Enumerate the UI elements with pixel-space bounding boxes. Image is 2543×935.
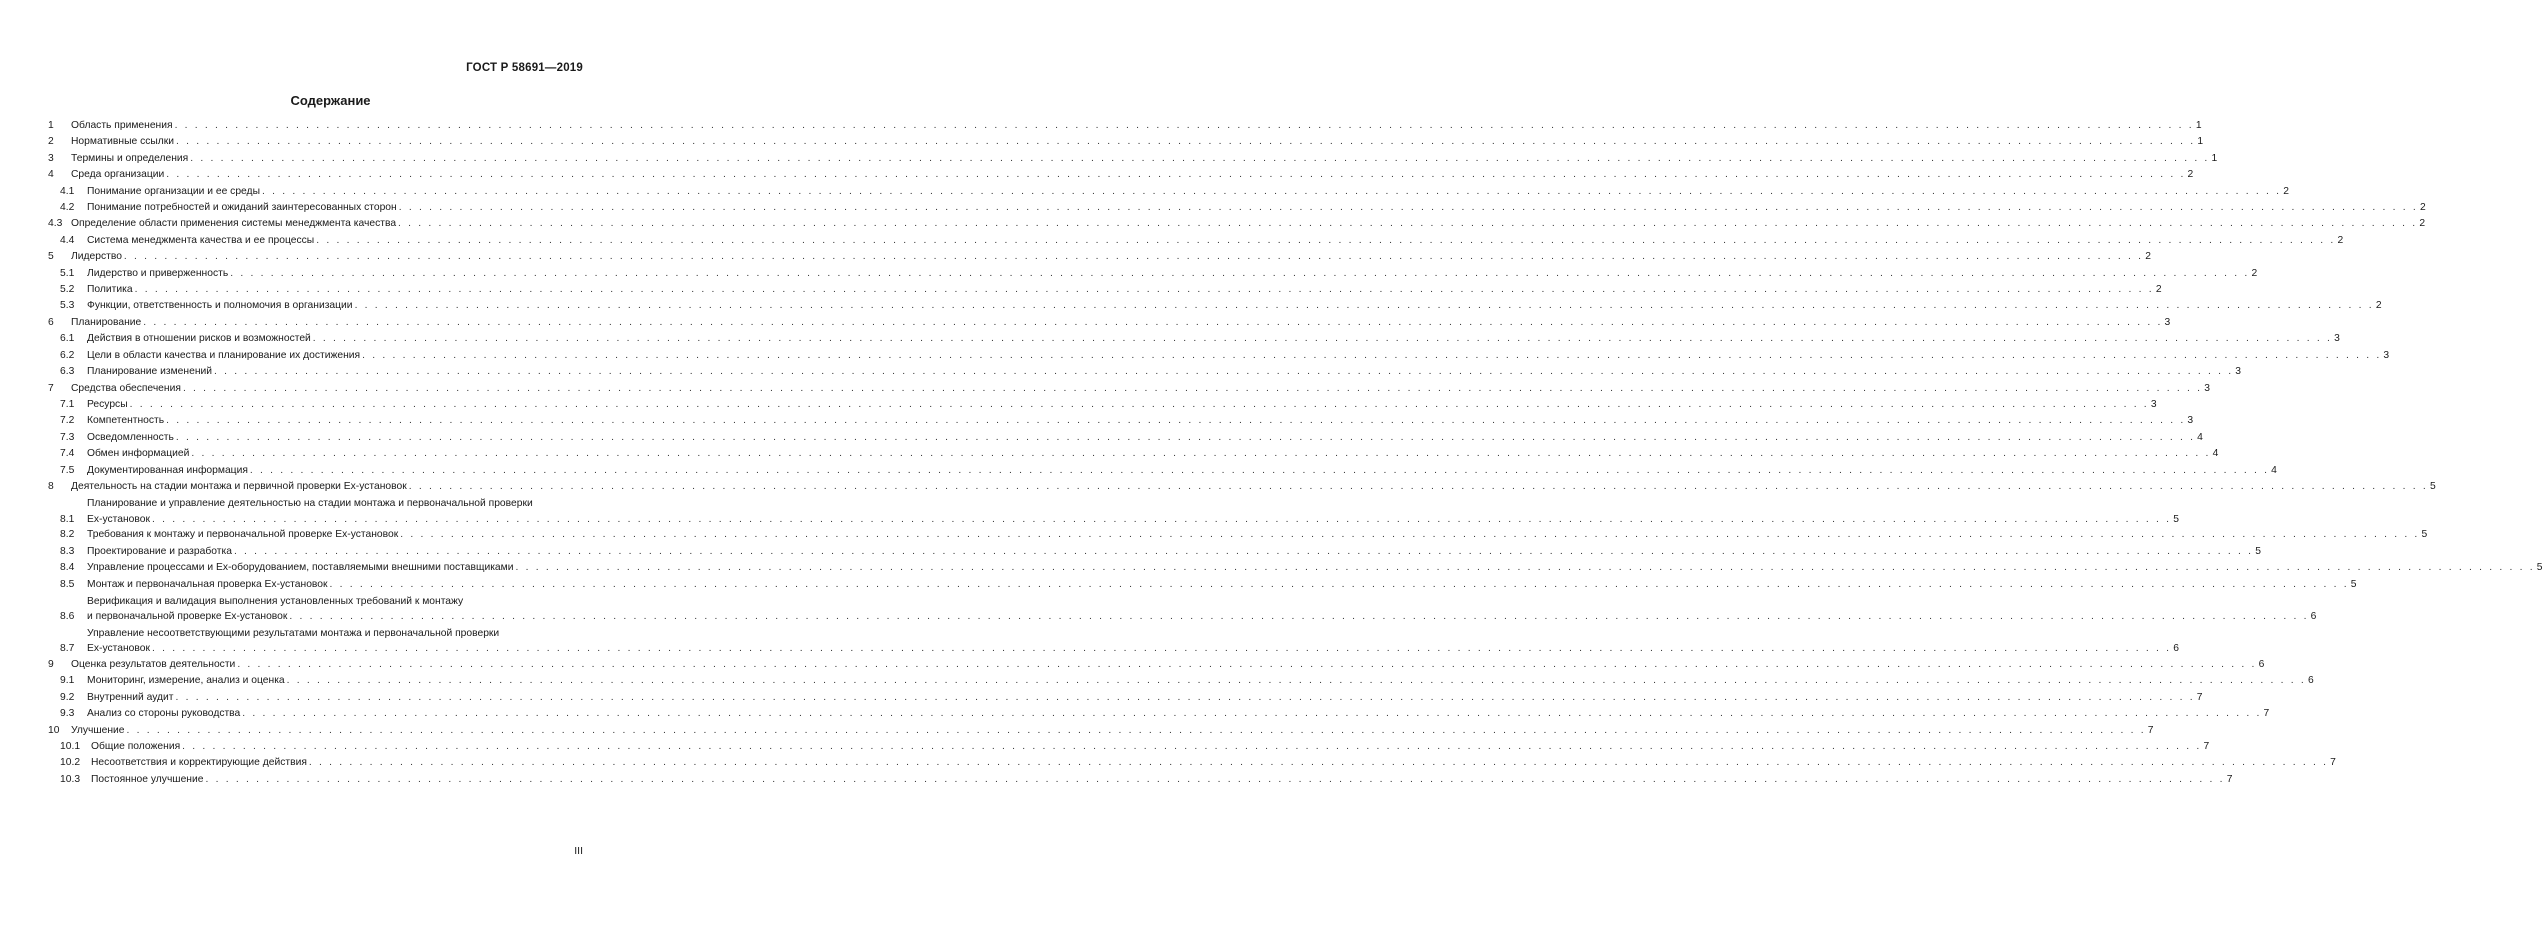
toc-entry[interactable] [48,216,2426,232]
toc-entry-label: Понимание потребностей и ожиданий заинтересованных сторон [87,202,397,214]
toc-entry[interactable] [48,772,2233,788]
toc-entry-label: Анализ со стороны руководства [87,708,241,720]
page-number: III [574,845,583,857]
toc-entry-number: 6 [48,316,54,328]
dot-leader: . . . . . . . . . . . . . . . . . . . . . . . . . . . . . . . . . . . . . . . . . . . . . . . . . . . . . . . . . . . . . . . . . . . . . . . . . . . . . . . . . . . . . . . . . . . . . . . . . . . . . . . . . . . . . . . . . . . . . . . . . . . . . . . . . . . . . . . . . . . . . . . . . . . . . . . . . . . . . . . . . . . . . . . . . . . . . . . . . . . . . . . . . . . . . . . . . . . . . . . . [400,529,2420,541]
toc-entry[interactable] [48,315,2171,331]
toc-entry[interactable] [48,657,2265,673]
toc-entry-number: 3 [48,152,54,164]
dot-leader: . . . . . . . . . . . . . . . . . . . . . . . . . . . . . . . . . . . . . . . . . . . . . . . . . . . . . . . . . . . . . . . . . . . . . . . . . . . . . . . . . . . . . . . . . . . . . . . . . . . . . . . . . . . . . . . . . . . . . . . . . . . . . . . . . . . . . . . . . . . . . . . . . . . . . . . . . . . . . . . . . . . . . . . . . . . . . . . . . . . . . . . . . . . . . . . . . . . . . . . . [134,284,2154,296]
toc-entry-number: 4.2 [60,202,75,214]
toc-entry[interactable] [48,364,2242,380]
toc-entry-page: 2 [2251,267,2258,279]
toc-entry-label: Планирование и управление деятельностью на стадии монтажа и первоначальной проверки [87,498,533,510]
table-of-contents [48,118,2543,788]
dot-leader: . . . . . . . . . . . . . . . . . . . . . . . . . . . . . . . . . . . . . . . . . . . . . . . . . . . . . . . . . . . . . . . . . . . . . . . . . . . . . . . . . . . . . . . . . . . . . . . . . . . . . . . . . . . . . . . . . . . . . . . . . . . . . . . . . . . . . . . . . . . . . . . . . . . . . . . . . . . . . . . . . . . . . . . . . . . . . . . . . . . . . . . . . . . . . . . . . . . . . . . . [233,545,2254,557]
toc-entry-page: 6 [2307,675,2314,687]
toc-entry-number: 10 [48,724,60,736]
toc-entry-number: 8.1 [60,513,75,525]
toc-entry-page: 2 [2145,251,2151,263]
toc-entry-page: 2 [2155,284,2162,296]
toc-entry-label: Ресурсы [87,398,128,410]
toc-entry-page: 4 [2212,448,2219,460]
toc-entry-label: Монтаж и первоначальная проверка Ex-установок [87,578,328,590]
toc-entry-page: 7 [2196,691,2203,703]
toc-entry-number: 5.2 [60,284,75,296]
toc-entry-label: Осведомленность [87,431,174,443]
toc-entry-number: 10.1 [60,741,81,752]
dot-leader: . . . . . . . . . . . . . . . . . . . . . . . . . . . . . . . . . . . . . . . . . . . . . . . . . . . . . . . . . . . . . . . . . . . . . . . . . . . . . . . . . . . . . . . . . . . . . . . . . . . . . . . . . . . . . . . . . . . . . . . . . . . . . . . . . . . . . . . . . . . . . . . . . . . . . . . . . . . . . . . . . . . . . . . . . . . . . . . . . . . . . . . . . . . . . . . . . . . . . . . . [182,382,2203,394]
toc-entry-page: 3 [2334,333,2340,345]
toc-entry[interactable] [48,560,2543,576]
toc-entry[interactable] [48,413,2194,429]
toc-entry[interactable] [48,266,2258,282]
toc-entry[interactable] [48,397,2157,413]
dot-leader: . . . . . . . . . . . . . . . . . . . . . . . . . . . . . . . . . . . . . . . . . . . . . . . . . . . . . . . . . . . . . . . . . . . . . . . . . . . . . . . . . . . . . . . . . . . . . . . . . . . . . . . . . . . . . . . . . . . . . . . . . . . . . . . . . . . . . . . . . . . . . . . . . . . . . . . . . . . . . . . . . . . . . . . . . . . . . . . . . . . . . . . . . . . . . . . . . . . . . . . . [191,448,2211,460]
dot-leader: . . . . . . . . . . . . . . . . . . . . . . . . . . . . . . . . . . . . . . . . . . . . . . . . . . . . . . . . . . . . . . . . . . . . . . . . . . . . . . . . . . . . . . . . . . . . . . . . . . . . . . . . . . . . . . . . . . . . . . . . . . . . . . . . . . . . . . . . . . . . . . . . . . . . . . . . . . . . . . . . . . . . . . . . . . . . . . . . . . . . . . . . . . . . . . . . . . . . . . . . [289,611,2309,623]
dot-leader: . . . . . . . . . . . . . . . . . . . . . . . . . . . . . . . . . . . . . . . . . . . . . . . . . . . . . . . . . . . . . . . . . . . . . . . . . . . . . . . . . . . . . . . . . . . . . . . . . . . . . . . . . . . . . . . . . . . . . . . . . . . . . . . . . . . . . . . . . . . . . . . . . . . . . . . . . . . . . . . . . . . . . . . . . . . . . . . . . . . . . . . . . . . . . . . . . . . . . . . . [261,185,2282,197]
toc-entry-page: 1 [2211,152,2218,164]
toc-entry-label: Политика [87,284,133,296]
toc-entry[interactable] [48,249,2151,265]
dot-leader: . . . . . . . . . . . . . . . . . . . . . . . . . . . . . . . . . . . . . . . . . . . . . . . . . . . . . . . . . . . . . . . . . . . . . . . . . . . . . . . . . . . . . . . . . . . . . . . . . . . . . . . . . . . . . . . . . . . . . . . . . . . . . . . . . . . . . . . . . . . . . . . . . . . . . . . . . . . . . . . . . . . . . . . . . . . . . . . . . . . . . . . . . . . . . . . . . . . . . . . . [515,562,2535,574]
toc-entry-page: 3 [2235,366,2242,378]
toc-entry-number: 5 [48,251,54,263]
toc-entry[interactable] [48,577,2357,593]
toc-entry-number: 6.2 [60,349,75,361]
toc-entry-label: Проектирование и разработка [87,545,232,557]
toc-entry-label: Среда организации [71,169,165,181]
dot-leader: . . . . . . . . . . . . . . . . . . . . . . . . . . . . . . . . . . . . . . . . . . . . . . . . . . . . . . . . . . . . . . . . . . . . . . . . . . . . . . . . . . . . . . . . . . . . . . . . . . . . . . . . . . . . . . . . . . . . . . . . . . . . . . . . . . . . . . . . . . . . . . . . . . . . . . . . . . . . . . . . . . . . . . . . . . . . . . . . . . . . . . . . . . . . . . . . . . . . . . . . [398,202,2418,214]
dot-leader: . . . . . . . . . . . . . . . . . . . . . . . . . . . . . . . . . . . . . . . . . . . . . . . . . . . . . . . . . . . . . . . . . . . . . . . . . . . . . . . . . . . . . . . . . . . . . . . . . . . . . . . . . . . . . . . . . . . . . . . . . . . . . . . . . . . . . . . . . . . . . . . . . . . . . . . . . . . . . . . . . . . . . . . . . . . . . . . . . . . . . . . . . . . . . . . . . . . . . . . . [166,169,2186,181]
dot-leader: . . . . . . . . . . . . . . . . . . . . . . . . . . . . . . . . . . . . . . . . . . . . . . . . . . . . . . . . . . . . . . . . . . . . . . . . . . . . . . . . . . . . . . . . . . . . . . . . . . . . . . . . . . . . . . . . . . . . . . . . . . . . . . . . . . . . . . . . . . . . . . . . . . . . . . . . . . . . . . . . . . . . . . . . . . . . . . . . . . . . . . . . . . . . . . . . . . . . . . . . [176,136,2196,148]
dot-leader: . . . . . . . . . . . . . . . . . . . . . . . . . . . . . . . . . . . . . . . . . . . . . . . . . . . . . . . . . . . . . . . . . . . . . . . . . . . . . . . . . . . . . . . . . . . . . . . . . . . . . . . . . . . . . . . . . . . . . . . . . . . . . . . . . . . . . . . . . . . . . . . . . . . . . . . . . . . . . . . . . . . . . . . . . . . . . . . . . . . . . . . . . . . . . . . . . . . . . . . . [308,757,2329,769]
toc-entry-page: 3 [2204,382,2210,394]
toc-entry[interactable] [48,755,2336,771]
toc-entry-label: Ex-установок [87,513,150,525]
toc-entry-label: Внутренний аудит [87,691,174,703]
toc-entry[interactable] [48,134,2204,150]
toc-entry-page: 3 [2164,316,2171,328]
toc-entry-label: Средства обеспечения [71,382,181,394]
toc-entry-number: 8 [48,480,54,492]
dot-leader: . . . . . . . . . . . . . . . . . . . . . . . . . . . . . . . . . . . . . . . . . . . . . . . . . . . . . . . . . . . . . . . . . . . . . . . . . . . . . . . . . . . . . . . . . . . . . . . . . . . . . . . . . . . . . . . . . . . . . . . . . . . . . . . . . . . . . . . . . . . . . . . . . . . . . . . . . . . . . . . . . . . . . . . . . . . . . . . . . . . . . . . . . . . . . . . . . . . . . . . . [166,415,2186,427]
toc-entry[interactable] [48,200,2426,216]
toc-entry-number: 10.2 [60,757,81,769]
toc-entry-label: Постоянное улучшение [91,773,204,785]
toc-entry[interactable] [48,184,2289,200]
toc-entry[interactable] [48,544,2261,560]
toc-entry-page: 2 [2283,185,2289,197]
toc-entry-number: 8.2 [60,529,75,541]
toc-entry-page: 5 [2255,545,2261,557]
dot-leader: . . . . . . . . . . . . . . . . . . . . . . . . . . . . . . . . . . . . . . . . . . . . . . . . . . . . . . . . . . . . . . . . . . . . . . . . . . . . . . . . . . . . . . . . . . . . . . . . . . . . . . . . . . . . . . . . . . . . . . . . . . . . . . . . . . . . . . . . . . . . . . . . . . . . . . . . . . . . . . . . . . . . . . . . . . . . . . . . . . . . . . . . . . . . . . . . . . . . . . . . [129,398,2149,410]
toc-entry-label: Несоответствия и корректирующие действия [91,757,307,769]
toc-entry[interactable] [48,446,2219,462]
dot-leader: . . . . . . . . . . . . . . . . . . . . . . . . . . . . . . . . . . . . . . . . . . . . . . . . . . . . . . . . . . . . . . . . . . . . . . . . . . . . . . . . . . . . . . . . . . . . . . . . . . . . . . . . . . . . . . . . . . . . . . . . . . . . . . . . . . . . . . . . . . . . . . . . . . . . . . . . . . . . . . . . . . . . . . . . . . . . . . . . . . . . . . . . . . . . . . . . . . . . . . . . [329,578,2349,590]
toc-entry-label: Управление процессами и Ex-оборудованием, поставляемыми внешними поставщиками [87,562,514,574]
toc-entry-page: 1 [2195,120,2202,131]
toc-entry-label: Цели в области качества и планирование их достижения [87,349,361,361]
toc-entry[interactable] [48,739,2210,755]
toc-entry-page: 2 [2419,202,2426,214]
toc-entry-number: 7.2 [60,415,75,427]
toc-entry-page: 5 [2350,578,2357,590]
toc-entry-page: 7 [2147,724,2154,736]
dot-leader: . . . . . . . . . . . . . . . . . . . . . . . . . . . . . . . . . . . . . . . . . . . . . . . . . . . . . . . . . . . . . . . . . . . . . . . . . . . . . . . . . . . . . . . . . . . . . . . . . . . . . . . . . . . . . . . . . . . . . . . . . . . . . . . . . . . . . . . . . . . . . . . . . . . . . . . . . . . . . . . . . . . . . . . . . . . . . . . . . . . . . . . . . . . . . . . . . . . . . . . . [205,773,2225,785]
toc-entry[interactable] [48,430,2203,446]
toc-entry-number: 9.2 [60,691,75,703]
toc-entry[interactable] [48,348,2390,364]
toc-entry[interactable] [48,151,2218,167]
toc-entry-number: 9.3 [60,708,75,720]
toc-entry-number: 9 [48,658,54,670]
toc-entry-page: 7 [2203,741,2210,752]
toc-entry-page: 3 [2150,398,2157,410]
toc-entry-number: 4.3 [48,218,63,230]
dot-leader: . . . . . . . . . . . . . . . . . . . . . . . . . . . . . . . . . . . . . . . . . . . . . . . . . . . . . . . . . . . . . . . . . . . . . . . . . . . . . . . . . . . . . . . . . . . . . . . . . . . . . . . . . . . . . . . . . . . . . . . . . . . . . . . . . . . . . . . . . . . . . . . . . . . . . . . . . . . . . . . . . . . . . . . . . . . . . . . . . . . . . . . . . . . . . . . . . . . . . . . . [190,152,2210,164]
toc-entry[interactable] [48,381,2210,397]
toc-entry-label: Оценка результатов деятельности [71,658,236,670]
toc-entry-number: 8.7 [60,643,75,655]
toc-entry-label: Улучшение [71,724,125,736]
toc-entry[interactable] [48,331,2340,347]
toc-entry-page: 3 [2383,349,2390,361]
dot-leader: . . . . . . . . . . . . . . . . . . . . . . . . . . . . . . . . . . . . . . . . . . . . . . . . . . . . . . . . . . . . . . . . . . . . . . . . . . . . . . . . . . . . . . . . . . . . . . . . . . . . . . . . . . . . . . . . . . . . . . . . . . . . . . . . . . . . . . . . . . . . . . . . . . . . . . . . . . . . . . . . . . . . . . . . . . . . . . . . . . . . . . . . . . . . . . . . . . . . . . . . [143,316,2163,328]
toc-entry-label: Документированная информация [87,464,248,476]
toc-entry-label: Понимание организации и ее среды [87,185,260,197]
toc-entry-page: 5 [2421,529,2428,541]
toc-entry[interactable] [48,496,2179,527]
toc-entry-number: 2 [48,136,54,148]
toc-entry-label: Мониторинг, измерение, анализ и оценка [87,675,285,687]
toc-entry[interactable] [48,706,2270,722]
toc-entry-label: Планирование [71,316,142,328]
dot-leader: . . . . . . . . . . . . . . . . . . . . . . . . . . . . . . . . . . . . . . . . . . . . . . . . . . . . . . . . . . . . . . . . . . . . . . . . . . . . . . . . . . . . . . . . . . . . . . . . . . . . . . . . . . . . . . . . . . . . . . . . . . . . . . . . . . . . . . . . . . . . . . . . . . . . . . . . . . . . . . . . . . . . . . . . . . . . . . . . . . . . . . . . . . . . . . . . . . . . . . . . [242,708,2262,720]
toc-entry-number: 6.3 [60,366,75,378]
toc-entry[interactable] [48,723,2154,739]
toc-entry-page: 6 [2258,658,2265,670]
toc-entry-label: Общие положения [91,741,181,752]
toc-entry-page: 4 [2271,464,2277,476]
toc-entry-label: Лидерство и приверженность [87,267,229,279]
toc-entry-label: Система менеджмента качества и ее процессы [87,234,315,246]
toc-entry-page: 2 [2187,169,2194,181]
toc-entry-page: 5 [2173,513,2179,525]
toc-entry-label: Ex-установок [87,643,150,655]
toc-entry-number: 8.4 [60,562,75,574]
toc-entry-number: 5.3 [60,300,75,312]
dot-leader: . . . . . . . . . . . . . . . . . . . . . . . . . . . . . . . . . . . . . . . . . . . . . . . . . . . . . . . . . . . . . . . . . . . . . . . . . . . . . . . . . . . . . . . . . . . . . . . . . . . . . . . . . . . . . . . . . . . . . . . . . . . . . . . . . . . . . . . . . . . . . . . . . . . . . . . . . . . . . . . . . . . . . . . . . . . . . . . . . . . . . . . . . . . . . . . . . . . . . . . . [286,675,2306,687]
toc-entry-number: 7.4 [60,448,75,460]
dot-leader: . . . . . . . . . . . . . . . . . . . . . . . . . . . . . . . . . . . . . . . . . . . . . . . . . . . . . . . . . . . . . . . . . . . . . . . . . . . . . . . . . . . . . . . . . . . . . . . . . . . . . . . . . . . . . . . . . . . . . . . . . . . . . . . . . . . . . . . . . . . . . . . . . . . . . . . . . . . . . . . . . . . . . . . . . . . . . . . . . . . . . . . . . . . . . . . . . . . . . . . . [151,513,2172,525]
dot-leader: . . . . . . . . . . . . . . . . . . . . . . . . . . . . . . . . . . . . . . . . . . . . . . . . . . . . . . . . . . . . . . . . . . . . . . . . . . . . . . . . . . . . . . . . . . . . . . . . . . . . . . . . . . . . . . . . . . . . . . . . . . . . . . . . . . . . . . . . . . . . . . . . . . . . . . . . . . . . . . . . . . . . . . . . . . . . . . . . . . . . . . . . . . . . . . . . . . . . . . . . [398,218,2418,230]
toc-entry-number: 10.3 [60,773,81,785]
toc-entry-page: 7 [2263,708,2270,720]
toc-entry-number: 7 [48,382,54,394]
toc-entry-number: 4 [48,169,54,181]
dot-leader: . . . . . . . . . . . . . . . . . . . . . . . . . . . . . . . . . . . . . . . . . . . . . . . . . . . . . . . . . . . . . . . . . . . . . . . . . . . . . . . . . . . . . . . . . . . . . . . . . . . . . . . . . . . . . . . . . . . . . . . . . . . . . . . . . . . . . . . . . . . . . . . . . . . . . . . . . . . . . . . . . . . . . . . . . . . . . . . . . . . . . . . . . . . . . . . . . . . . . . . . [175,691,2195,703]
toc-entry[interactable] [48,690,2203,706]
dot-leader: . . . . . . . . . . . . . . . . . . . . . . . . . . . . . . . . . . . . . . . . . . . . . . . . . . . . . . . . . . . . . . . . . . . . . . . . . . . . . . . . . . . . . . . . . . . . . . . . . . . . . . . . . . . . . . . . . . . . . . . . . . . . . . . . . . . . . . . . . . . . . . . . . . . . . . . . . . . . . . . . . . . . . . . . . . . . . . . . . . . . . . . . . . . . . . . . . . . . . . . . [182,741,2202,752]
toc-entry-number: 5.1 [60,267,75,279]
toc-entry-number: 1 [48,120,54,131]
toc-entry-label: Термины и определения [71,152,189,164]
toc-entry-label: Лидерство [71,251,122,263]
toc-entry-page: 1 [2197,136,2204,148]
toc-entry-page: 7 [2330,757,2336,769]
dot-leader: . . . . . . . . . . . . . . . . . . . . . . . . . . . . . . . . . . . . . . . . . . . . . . . . . . . . . . . . . . . . . . . . . . . . . . . . . . . . . . . . . . . . . . . . . . . . . . . . . . . . . . . . . . . . . . . . . . . . . . . . . . . . . . . . . . . . . . . . . . . . . . . . . . . . . . . . . . . . . . . . . . . . . . . . . . . . . . . . . . . . . . . . . . . . . . . . . . . . . . . . [408,480,2428,492]
toc-entry-label: Нормативные ссылки [71,136,175,148]
toc-entry-number: 8.6 [60,611,75,623]
toc-entry-label: Действия в отношении рисков и возможностей [87,333,311,345]
dot-leader: . . . . . . . . . . . . . . . . . . . . . . . . . . . . . . . . . . . . . . . . . . . . . . . . . . . . . . . . . . . . . . . . . . . . . . . . . . . . . . . . . . . . . . . . . . . . . . . . . . . . . . . . . . . . . . . . . . . . . . . . . . . . . . . . . . . . . . . . . . . . . . . . . . . . . . . . . . . . . . . . . . . . . . . . . . . . . . . . . . . . . . . . . . . . . . . . . . . . . . . . [175,431,2196,443]
dot-leader: . . . . . . . . . . . . . . . . . . . . . . . . . . . . . . . . . . . . . . . . . . . . . . . . . . . . . . . . . . . . . . . . . . . . . . . . . . . . . . . . . . . . . . . . . . . . . . . . . . . . . . . . . . . . . . . . . . . . . . . . . . . . . . . . . . . . . . . . . . . . . . . . . . . . . . . . . . . . . . . . . . . . . . . . . . . . . . . . . . . . . . . . . . . . . . . . . . . . . . . . [230,267,2250,279]
toc-entry-label: Область применения [71,120,173,131]
dot-leader: . . . . . . . . . . . . . . . . . . . . . . . . . . . . . . . . . . . . . . . . . . . . . . . . . . . . . . . . . . . . . . . . . . . . . . . . . . . . . . . . . . . . . . . . . . . . . . . . . . . . . . . . . . . . . . . . . . . . . . . . . . . . . . . . . . . . . . . . . . . . . . . . . . . . . . . . . . . . . . . . . . . . . . . . . . . . . . . . . . . . . . . . . . . . . . . . . . . . . . . . [249,464,2270,476]
toc-entry[interactable] [48,626,2179,657]
toc-entry-page: 5 [2429,480,2436,492]
dot-leader: . . . . . . . . . . . . . . . . . . . . . . . . . . . . . . . . . . . . . . . . . . . . . . . . . . . . . . . . . . . . . . . . . . . . . . . . . . . . . . . . . . . . . . . . . . . . . . . . . . . . . . . . . . . . . . . . . . . . . . . . . . . . . . . . . . . . . . . . . . . . . . . . . . . . . . . . . . . . . . . . . . . . . . . . . . . . . . . . . . . . . . . . . . . . . . . . . . . . . . . . [312,333,2333,345]
toc-entry[interactable] [48,167,2194,183]
toc-entry-label: Определение области применения системы менеджмента качества [71,218,397,230]
toc-entry-number: 7.1 [60,398,75,410]
dot-leader: . . . . . . . . . . . . . . . . . . . . . . . . . . . . . . . . . . . . . . . . . . . . . . . . . . . . . . . . . . . . . . . . . . . . . . . . . . . . . . . . . . . . . . . . . . . . . . . . . . . . . . . . . . . . . . . . . . . . . . . . . . . . . . . . . . . . . . . . . . . . . . . . . . . . . . . . . . . . . . . . . . . . . . . . . . . . . . . . . . . . . . . . . . . . . . . . . . . . . . . . [316,234,2336,246]
toc-entry[interactable] [48,527,2428,543]
toc-entry-label: Планирование изменений [87,366,213,378]
toc-entry-number: 9.1 [60,675,75,687]
dot-leader: . . . . . . . . . . . . . . . . . . . . . . . . . . . . . . . . . . . . . . . . . . . . . . . . . . . . . . . . . . . . . . . . . . . . . . . . . . . . . . . . . . . . . . . . . . . . . . . . . . . . . . . . . . . . . . . . . . . . . . . . . . . . . . . . . . . . . . . . . . . . . . . . . . . . . . . . . . . . . . . . . . . . . . . . . . . . . . . . . . . . . . . . . . . . . . . . . . . . . . . . [174,120,2194,131]
toc-entry-label: Деятельность на стадии монтажа и первичной проверки Ex-установок [71,480,407,492]
toc-entry-number: 8.3 [60,545,75,557]
toc-entry[interactable] [48,233,2344,249]
toc-entry[interactable] [48,463,2277,479]
dot-leader: . . . . . . . . . . . . . . . . . . . . . . . . . . . . . . . . . . . . . . . . . . . . . . . . . . . . . . . . . . . . . . . . . . . . . . . . . . . . . . . . . . . . . . . . . . . . . . . . . . . . . . . . . . . . . . . . . . . . . . . . . . . . . . . . . . . . . . . . . . . . . . . . . . . . . . . . . . . . . . . . . . . . . . . . . . . . . . . . . . . . . . . . . . . . . . . . . . . . . . . . [237,658,2257,670]
toc-entry-page: 6 [2310,611,2317,623]
page-title: Содержание [290,93,371,108]
dot-leader: . . . . . . . . . . . . . . . . . . . . . . . . . . . . . . . . . . . . . . . . . . . . . . . . . . . . . . . . . . . . . . . . . . . . . . . . . . . . . . . . . . . . . . . . . . . . . . . . . . . . . . . . . . . . . . . . . . . . . . . . . . . . . . . . . . . . . . . . . . . . . . . . . . . . . . . . . . . . . . . . . . . . . . . . . . . . . . . . . . . . . . . . . . . . . . . . . . . . . . . . [362,349,2382,361]
toc-entry-page: 7 [2226,773,2233,785]
toc-entry-label: Обмен информацией [87,448,190,460]
toc-entry-number: 8.5 [60,578,75,590]
toc-entry-number: 6.1 [60,333,75,345]
toc-entry-page: 2 [2375,300,2382,312]
toc-entry-label: Верификация и валидация выполнения установленных требований к монтажу [87,595,464,607]
toc-entry-number: 7.3 [60,431,75,443]
toc-entry-page: 6 [2173,643,2179,655]
document-code: ГОСТ Р 58691—2019 [466,62,583,74]
toc-entry[interactable] [48,118,2202,134]
toc-entry-page: 4 [2197,431,2203,443]
dot-leader: . . . . . . . . . . . . . . . . . . . . . . . . . . . . . . . . . . . . . . . . . . . . . . . . . . . . . . . . . . . . . . . . . . . . . . . . . . . . . . . . . . . . . . . . . . . . . . . . . . . . . . . . . . . . . . . . . . . . . . . . . . . . . . . . . . . . . . . . . . . . . . . . . . . . . . . . . . . . . . . . . . . . . . . . . . . . . . . . . . . . . . . . . . . . . . . . . . . . . . . . [123,251,2144,263]
toc-entry-page: 2 [2419,218,2426,230]
toc-entry-label: Требования к монтажу и первоначальной проверке Ex-установок [87,529,399,541]
toc-entry-page: 2 [2337,234,2344,246]
toc-entry[interactable] [48,673,2314,689]
toc-entry[interactable] [48,282,2162,298]
toc-entry-number: 7.5 [60,464,75,476]
toc-entry-page: 3 [2187,415,2194,427]
dot-leader: . . . . . . . . . . . . . . . . . . . . . . . . . . . . . . . . . . . . . . . . . . . . . . . . . . . . . . . . . . . . . . . . . . . . . . . . . . . . . . . . . . . . . . . . . . . . . . . . . . . . . . . . . . . . . . . . . . . . . . . . . . . . . . . . . . . . . . . . . . . . . . . . . . . . . . . . . . . . . . . . . . . . . . . . . . . . . . . . . . . . . . . . . . . . . . . . . . . . . . . . [151,643,2172,655]
toc-entry-page: 5 [2536,562,2543,574]
toc-entry[interactable] [48,298,2382,314]
toc-entry-number: 4.1 [60,185,75,197]
toc-entry-label: Управление несоответствующими результатами монтажа и первоначальной проверки [87,627,500,639]
toc-entry-label: Функции, ответственность и полномочия в организации [87,300,353,312]
toc-entry-number: 4.4 [60,234,75,246]
toc-entry-label: Компетентность [87,415,165,427]
toc-entry[interactable] [48,479,2436,495]
toc-entry[interactable] [48,594,2317,625]
toc-entry-label: и первоначальной проверке Ex-установок [87,611,288,623]
dot-leader: . . . . . . . . . . . . . . . . . . . . . . . . . . . . . . . . . . . . . . . . . . . . . . . . . . . . . . . . . . . . . . . . . . . . . . . . . . . . . . . . . . . . . . . . . . . . . . . . . . . . . . . . . . . . . . . . . . . . . . . . . . . . . . . . . . . . . . . . . . . . . . . . . . . . . . . . . . . . . . . . . . . . . . . . . . . . . . . . . . . . . . . . . . . . . . . . . . . . . . . . [126,724,2146,736]
dot-leader: . . . . . . . . . . . . . . . . . . . . . . . . . . . . . . . . . . . . . . . . . . . . . . . . . . . . . . . . . . . . . . . . . . . . . . . . . . . . . . . . . . . . . . . . . . . . . . . . . . . . . . . . . . . . . . . . . . . . . . . . . . . . . . . . . . . . . . . . . . . . . . . . . . . . . . . . . . . . . . . . . . . . . . . . . . . . . . . . . . . . . . . . . . . . . . . . . . . . . . . . [354,300,2374,312]
dot-leader: . . . . . . . . . . . . . . . . . . . . . . . . . . . . . . . . . . . . . . . . . . . . . . . . . . . . . . . . . . . . . . . . . . . . . . . . . . . . . . . . . . . . . . . . . . . . . . . . . . . . . . . . . . . . . . . . . . . . . . . . . . . . . . . . . . . . . . . . . . . . . . . . . . . . . . . . . . . . . . . . . . . . . . . . . . . . . . . . . . . . . . . . . . . . . . . . . . . . . . . . [214,366,2234,378]
